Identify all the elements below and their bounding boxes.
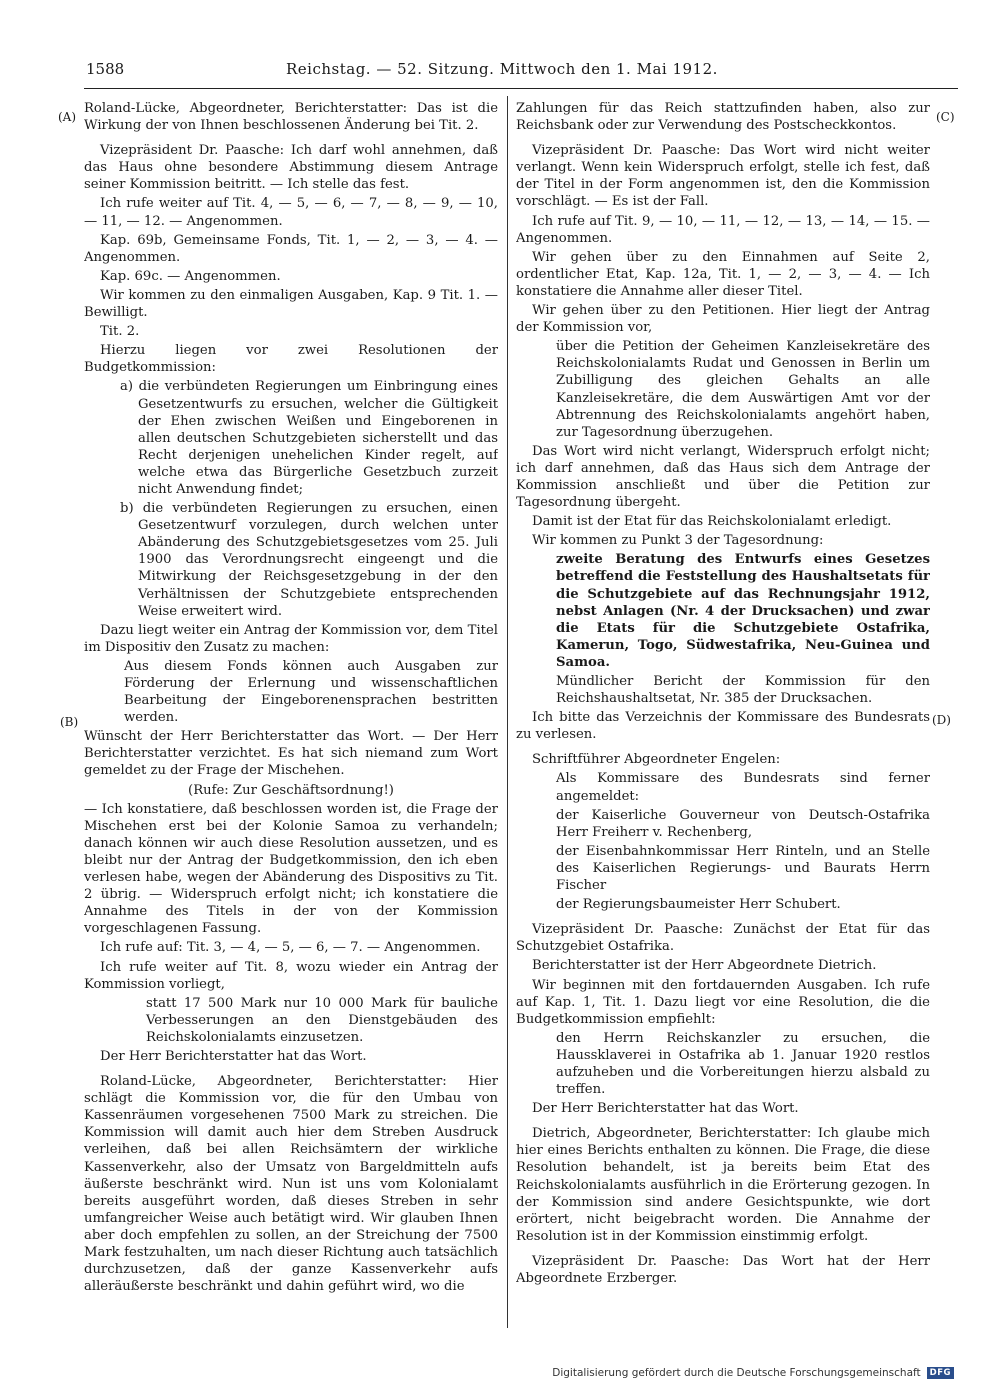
paragraph: — Ich konstatiere, daß beschlossen worden ist, die Frage der Mischehen erst bei der Kolonie Samoa zu verhandeln; danach können wir auch diese Resolution aussetzen, und es bleibt nur der Antrag der Budgetkommission, den ich eben verlesen habe, wegen der Abänderung des Dispositivs zu Tit. 2 übrig. — Widerspruch erfolgt nicht; ich konstatiere die Annahme des Titels in der von der Kommission vorgeschlagenen Fassung. <box>84 801 498 937</box>
paragraph: Kap. 69b, Gemeinsame Fonds, Tit. 1, — 2, — 3, — 4. — Angenommen. <box>84 232 498 265</box>
left-column <box>84 100 498 1320</box>
paragraph: Ich rufe weiter auf Tit. 8, wozu wieder ein Antrag der Kommission vorliegt, <box>84 959 498 992</box>
paragraph: Vizepräsident Dr. Paasche: Das Wort wird nicht weiter verlangt. Wenn kein Widerspruch erfolgt, stelle ich fest, daß der Titel in der Form angenommen ist, den die Kommission vorschlägt. — Es ist der Fall. <box>516 143 930 210</box>
paragraph: Damit ist der Etat für das Reichskolonialamt erledigt. <box>532 514 892 530</box>
footer-text: Digitalisierung gefördert durch die Deutsche Forschungsgemeinschaft <box>552 1367 921 1379</box>
report-reference: Mündlicher Bericht der Kommission für den Reichshaushaltsetat, Nr. 385 der Drucksachen. <box>556 674 930 707</box>
quoted-motion: über die Petition der Geheimen Kanzleisekretäre des Reichskolonialamts Rudat und Genossen in Berlin um Zubilligung des gleichen Gehalts an alle Kanzleisekretäre, die dem Auswärtigen Amt vor der Abtrennung des Reichskolonialamts angehört haben, zur Tagesordnung überzugehen. <box>556 339 930 440</box>
paragraph: Roland-Lücke, Abgeordneter, Berichterstatter: Hier schlägt die Kommission vor, die für den Umbau von Kassenräumen vorgesehenen 7500 Mark zu streichen. Die Kommission will damit auch hier dem Streben Ausdruck verleihen, daß bei allen Reichsämtern der wirkliche Kassenverkehr, also der Umsatz von Bargeldmitteln aufs äußerste beschränkt wird. Nun ist uns vom Kolonialamt bereits ausgeführt worden, daß dieses Streben in sehr umfangreicher Weise auch betätigt wird. Wir glauben Ihnen aber doch empfehlen zu sollen, an der Streichung der 7500 Mark festzuhalten, um nach dieser Richtung auch tatsächlich durchzusetzen, daß der ganze Kassenverkehr aufs alleräußerste beschränkt und dahin geführt wird, wo die <box>84 1074 498 1295</box>
paragraph: Vizepräsident Dr. Paasche: Ich darf wohl annehmen, daß das Haus ohne besondere Abstimmung diesem Antrage seiner Kommission beitritt. — Ich stelle das fest. <box>84 143 498 193</box>
page-number: 1588 <box>86 60 125 78</box>
margin-marker-d: (D) <box>932 713 951 727</box>
commissioner-entry: der Eisenbahnkommissar Herr Rinteln, und an Stelle des Kaiserlichen Regierungs- und Baurats Herrn Fischer <box>556 843 930 894</box>
quoted-motion: statt 17 500 Mark nur 10 000 Mark für bauliche Verbesserungen an den Dienstgebäuden des Reichskolonialamts einzusetzen. <box>146 995 498 1045</box>
paragraph: Ich rufe weiter auf Tit. 4, — 5, — 6, — 7, — 8, — 9, — 10, — 11, — 12. — Angenommen. <box>84 196 498 229</box>
paragraph: Wir gehen über zu den Einnahmen auf Seite 2, ordentlicher Etat, Kap. 12a, Tit. 1, — 2, — 3, — 4. — Ich konstatiere die Annahme aller dieser Titel. <box>516 249 930 299</box>
margin-marker-b: (B) <box>60 715 79 729</box>
paragraph: Ich rufe auf: Tit. 3, — 4, — 5, — 6, — 7. — Angenommen. <box>100 940 481 956</box>
resolution-item-a: a) die verbündeten Regierungen um Einbringung eines Gesetzentwurfs zu ersuchen, welcher die Gültigkeit der Ehen zwischen Weißen und Eingeborenen in allen deutschen Schutzgebieten sicherstellt und das Recht derjenigen unehelichen Kinder regelt, auf welche etwa das Bürgerliche Gesetzbuch zurzeit nicht Anwendung findet; <box>120 379 498 497</box>
paragraph: Ich rufe auf Tit. 9, — 10, — 11, — 12, — 13, — 14, — 15. — Angenommen. <box>516 213 930 246</box>
paragraph: Dazu liegt weiter ein Antrag der Kommission vor, dem Titel im Dispositiv den Zusatz zu machen: <box>84 622 498 655</box>
right-column <box>516 100 930 1320</box>
quoted-resolution: den Herrn Reichskanzler zu ersuchen, die Haussklaverei in Ostafrika ab 1. Januar 1920 restlos aufzuheben und die Vorbereitungen hierzu alsbald zu treffen. <box>556 1030 930 1098</box>
paragraph: Wir gehen über zu den Petitionen. Hier liegt der Antrag der Kommission vor, <box>516 303 930 336</box>
footer-credit <box>552 1365 954 1381</box>
paragraph: Tit. 2. <box>100 324 140 340</box>
paragraph: Wir beginnen mit den fortdauernden Ausgaben. Ich rufe auf Kap. 1, Tit. 1. Dazu liegt vor eine Resolution, die die Budgetkommission empfiehlt: <box>516 977 930 1027</box>
paragraph: Wünscht der Herr Berichterstatter das Wort. — Der Herr Berichterstatter verzichtet. Es hat sich niemand zum Wort gemeldet zu der Frage der Mischehen. <box>84 729 498 779</box>
paragraph: Dietrich, Abgeordneter, Berichterstatter: Ich glaube mich hier eines Berichts enthalten zu können. Die Frage, die diese Resolution behandelt, ist ja bereits beim Etat des Reichskolonialamts ausführlich in die Erörterung gezogen. In der Kommission sind andere Gesichtspunkte, wie dort erörtert, nicht beigebracht worden. Die Annahme der Resolution ist in der Kommission einstimmig erfolgt. <box>516 1126 930 1244</box>
paragraph: Ich bitte das Verzeichnis der Kommissare des Bundesrats zu verlesen. <box>516 710 930 743</box>
paragraph: Der Herr Berichterstatter hat das Wort. <box>532 1101 799 1117</box>
paragraph: Roland-Lücke, Abgeordneter, Berichterstatter: Das ist die Wirkung der von Ihnen beschlossenen Änderung bei Tit. 2. <box>84 101 498 134</box>
paragraph: Vizepräsident Dr. Paasche: Das Wort hat der Herr Abgeordnete Erzberger. <box>516 1253 930 1286</box>
speaker-line: Schriftführer Abgeordneter Engelen: <box>532 752 781 768</box>
paragraph: Der Herr Berichterstatter hat das Wort. <box>100 1048 367 1064</box>
quoted-motion: Aus diesem Fonds können auch Ausgaben zur Förderung der Erlernung und wissenschaftlichen Bearbeitung der Eingeborenensprachen bestritten werden. <box>124 658 498 726</box>
column-rule <box>507 96 508 1328</box>
paragraph: Zahlungen für das Reich stattzufinden haben, also zur Reichsbank oder zur Verwendung des Postscheckkontos. <box>516 101 930 134</box>
paragraph: Wir kommen zu den einmaligen Ausgaben, Kap. 9 Tit. 1. — Bewilligt. <box>84 287 498 321</box>
margin-marker-c: (C) <box>936 110 955 124</box>
page-header <box>86 60 956 84</box>
dfg-logo: DFG <box>927 1367 954 1379</box>
running-title: Reichstag. — 52. Sitzung. Mittwoch den 1. Mai 1912. <box>286 60 718 78</box>
commissioner-entry: der Regierungsbaumeister Herr Schubert. <box>556 897 841 913</box>
commissioner-entry: der Kaiserliche Gouverneur von Deutsch-Ostafrika Herr Freiherr v. Rechenberg, <box>556 807 930 840</box>
agenda-item: zweite Beratung des Entwurfs eines Gesetzes betreffend die Feststellung des Haushaltsetats für die Schutzgebiete auf das Rechnungsjahr 1912, nebst Anlagen (Nr. 4 der Drucksachen) und zwar die Etats für die Schutzgebiete Ostafrika, Kamerun, Togo, Südwestafrika, Neu-Guinea und Samoa. <box>556 552 930 670</box>
margin-marker-a: (A) <box>58 110 77 124</box>
resolution-item-b: b) die verbündeten Regierungen zu ersuchen, einen Gesetzentwurf vorzulegen, durch welchen unter Abänderung des Schutzgebietsgesetzes vom 25. Juli 1900 das Verordnungsrecht eingeengt und die Mitwirkung der Reichsgesetzgebung in der den Verhältnissen der Schutzgebiete entsprechenden Weise erweitert wird. <box>120 501 498 619</box>
header-rule <box>84 88 958 89</box>
paragraph: Wir kommen zu Punkt 3 der Tagesordnung: <box>532 533 824 549</box>
paragraph: Hierzu liegen vor zwei Resolutionen der Budgetkommission: <box>84 343 498 376</box>
paragraph: Das Wort wird nicht verlangt, Widerspruch erfolgt nicht; ich darf annehmen, daß das Haus sich dem Antrage der Kommission anschließt und über die Petition zur Tagesordnung übergeht. <box>516 443 930 511</box>
paragraph: Als Kommissare des Bundesrats sind ferner angemeldet: <box>556 771 930 804</box>
paragraph: Vizepräsident Dr. Paasche: Zunächst der Etat für das Schutzgebiet Ostafrika. <box>516 922 930 955</box>
paragraph: Kap. 69c. — Angenommen. <box>100 268 281 284</box>
interjection: (Rufe: Zur Geschäftsordnung!) <box>188 782 394 798</box>
paragraph: Berichterstatter ist der Herr Abgeordnete Dietrich. <box>532 958 877 974</box>
